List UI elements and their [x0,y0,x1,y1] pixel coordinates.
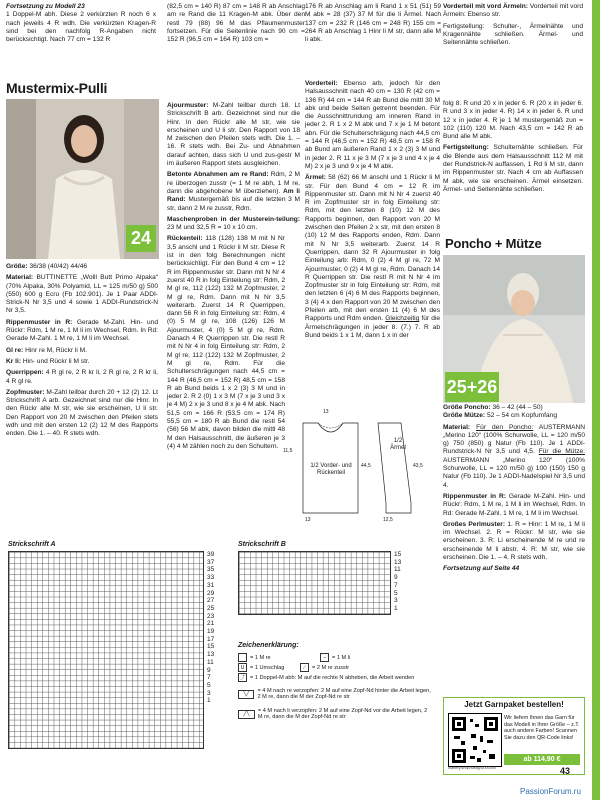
chart-a-row: 13 [207,651,215,659]
model1-querrippen-label: Querrippen: [6,369,44,377]
betonte2-text: Mustergemäß bis auf die letzten 3 M str, dann 2 M re zusstr, Rdm. [167,196,300,212]
model1-instructions [6,263,158,442]
model1-zopf-label: Zopfmuster: [6,388,45,396]
legend-text: = 4 M nach re verzopfen: 2 M auf eine Zopf-Nd hinter die Arbeit legen, 2 M re, dann die M der Zopf-Nd re str [257,688,431,700]
legend-text: = 1 M li [332,654,351,661]
col4-p1: folg 8. R und 20 x in jeder 6. R (20 x in jeder 6. R und 3 x in jeder 4. R) 14 x in jeder 6. R und 12 x in jeder 4. R je 1 M mustergemäß zun = 102 (110) 120 M. Nach 43,5 cm = 142 R ab Bund alle M abk. [443,100,583,141]
schema-length: 44,5 [361,463,371,469]
size-muetze-label: Größe Mütze: [443,412,486,420]
vorder-text: Ebenso arb, jedoch für den Halsausschnitt nach 40 cm = 130 R (42 cm = 136 R) 44 cm = 144 R ab Bund die mittl 30 M abk und beide Seiten getrennt beenden. Für die Ausschnittrundung am inneren Rand in jeder 2. R 1 x 2 M abk und 7 x je 1 M betont abn. Für die Schulterschrägung nach 44,5 cm = 144 R (46,5 cm = 152 R) 48,5 cm = 158 R ab Bund am äußeren Rand 1 x 2 (3) 3 M und in jeder 2. R 11 x je 3 M (7 x je 3 und 4 x je 4 M) 2 x je 3 und 9 x je 4 M abk. [305,80,440,170]
continuation-text: 1 Doppel-M abh. Diese 2 verkürzten R noch 6 x nach jeweils 4 R wdh. Die verkürzten Kragen-R sind bei den nachfolg R-Angaben nicht berücksichtigt. Nach 77 cm = 132 R [6,11,156,44]
chart-b-row: 5 [394,589,398,597]
legend-symbol-cable-left: ╱╲ [238,710,255,719]
ajour-label: Ajourmuster: [167,102,209,109]
page-edge-bar [592,0,600,800]
schema-shoulder: 11,5 [283,448,293,454]
model1-badge: 24 [126,225,156,252]
model1-rippen: Gerade M-Zahl. Hin- und Rückr: Rdm, 1 M re, 1 M li im Wechsel, Rdm. In Rd: Gerade M-Zahl. 1 M re, 1 M li im Wechsel. [6,318,158,343]
legend-text: = 1 Doppel-M abh: M auf die rechte N abheben, die Arbeit wenden [250,674,415,681]
model1-material-label: Material: [6,274,34,282]
schema-sleeve-width: 12,5 [383,517,393,523]
fortsetzung-link[interactable]: Fortsetzung auf Seite 44 [443,565,520,573]
ajour-text: M-Zahl teilbar durch 18. Lt Strickschrift B arb. Gezeichnet sind nur die Hinr. In den Rückr alle M str, wie sie erscheinen und U li str. Den Rapport von 18 M zwischen den Pfeilen stets wdh. Die 1. – 16. R stets wdh. Bei Zu- und Abnahmen darauf achten, dass sich U und zus-gestr M im äußeren Rapport stets ausgleichen. [167,102,300,168]
chart-a-row: 11 [207,658,214,666]
vorder-label: Vorderteil: [305,80,338,87]
model1-glre-label: Gl re: [6,346,24,354]
legend-item [238,688,433,700]
chart-a-row: 9 [207,666,211,674]
legend-symbol-cable-right: ╲╱ [238,690,254,699]
aermel-text: 58 (62) 66 M anschl und 1 Rückr li M str. Für den Bund 4 cm = 12 R im Rippenmuster str. Dann mit N Nr 4 zuerst 40 R im Zopfmuster str in folg Einteilung str: Rdm, mit den letzten 8 (10) 12 M des Rapports beginnen, den Rapport von 20 M zwischen den Pfeilen 2 x str, mit den ersten 8 (10) 12 M des Rapports enden, Rdm. Dann mit N Nr 3,5 weiterarb. Zuerst 14 R Querrippen, dann 32 R Ajourmuster in folg Einteilung arb: Rdm, 0 (2) 4 M gl re, 72 M Ajourmuster, 0 (2) 4 M gl re, Rdm. Danach 14 R Querrippen str. Die restl R mit N Nr 4 im Zopfmuster str in folg Einteilung str: Rdm, mit den letzten 6 (4) 6 M des Rapports beginnen, 3 (4) 4 x den Rapport von 20 M zwischen den Pfeilen arb, mit den ersten 11 (4) 6 M des Rapports und Rdm enden. [305,174,440,323]
gleich-text: für die Ärmelschrägungen in jeder 8. (7.) 7. R ab Bund beids 1 x 1 M, dann 1 x in der [305,315,440,339]
legend-symbol-purl: – [320,653,329,662]
col3-top-text: 176 R ab Anschlag am li Rand 1 x 51 (51) 59 M abk = 28 (37) 37 M für die li Ärmel. Nach 137 cm = 232 R (146 cm = 248 R) 155 cm = 264 R ab Anschlag 1 Hinr li M str, dann alle M li abk. [305,3,441,44]
maschen-text: 23 M und 32,5 R = 10 x 10 cm. [167,224,258,232]
chart-a-row: 17 [207,635,215,643]
model2-material-label: Material: [443,423,471,431]
legend-item [238,708,433,720]
chart-a-row: 37 [207,558,215,566]
legend-symbol-k2tog: ⟋ [300,663,309,672]
col4-instructions [443,100,583,197]
chart-a-row: 35 [207,566,215,574]
maschen-label: Maschenproben in der Musterein-teilung: [167,215,300,223]
chart-a-title: Strickschrift A [8,541,56,548]
chart-b-grid [238,551,391,615]
chart-a-rows [207,551,214,705]
garn-code: craftery.shop/lustig/D000000 [448,766,497,770]
model1-rippen-label: Rippenmuster in R: [6,318,73,326]
model2-rippen-label: Rippenmuster in R: [443,492,506,500]
col2-top-text: (82,5 cm = 140 R) 87 cm = 148 R ab Anschlag am re Rand die 11 Kragen-M abk. Über den restl 79 (88) 96 M das Pflaumenmuster fortsetzen. Für die Seitenlinie nach 90 cm = 152 R (96,5 cm = 164 R) 103 cm = [167,3,305,44]
size-poncho-label: Größe Poncho: [443,404,491,411]
chart-b-row: 15 [394,551,402,558]
garn-box [443,697,585,775]
model1-zopf: M-Zahl teilbar durch 20 + 12 (2) 12. Lt Strickschrift A arb. Gezeichnet sind nur die Hinr. In den Rückr alle M str, wie sie erscheinen, U li str. Den Rapport von 20 M zwischen den Pfeilen stets wdh und mit den ersten 12 (2) 12 M des Rapports enden. Die 1. – 40. R stets wdh. [6,388,158,438]
model1-krli-label: Kr li: [6,357,22,365]
qr-code-svg [449,714,501,766]
chart-b-title: Strickschrift B [238,541,286,548]
legend-item [238,673,433,682]
schema-width-body: 13 [305,517,311,523]
model1-material: BUTTINETTE „Wolll Butt Primo Alpaka“ (70% Alpaka, 30% Polyamid, LL = 125 m/50 g) 500 (550) 600 g Ecru (Fb 102.901). Je 1 Paar ADDI-Strick-N Nr 3,5 und 4 sowie 1 ADDI-Rundstrick-N Nr 3,5. [6,274,158,315]
material-muetze: AUSTERMANN „Merino 120“ (100% Schurwolle, LL = 120 m/50 g) 100 (150) 150 g Natur (Fb 110). Je 1 ADDI-Nadelspiel Nr 3,5 und 4. [443,456,585,489]
size-schema [283,403,438,533]
chart-a-row: 33 [207,574,215,582]
legend-text: = 1 Umschlag [250,664,285,671]
col4-top: Vorderteil mit vord Ärmeln: Vorderteil mit vord Ärmeln: Ebenso str. Fertigstellung: Schulter-, Ärmelnähte und Kragennähte schließen. Ärmel- und Seitennähte schließen. [443,3,583,47]
legend-item [320,653,350,662]
legend-text: = 4 M nach li verzopfen: 2 M auf eine Zopf-Nd vor die Arbeit legen, 2 M re, dann die M der Zopf-Nd re str [257,708,428,720]
chart-a-row: 7 [207,674,211,682]
col2-instructions [167,102,300,454]
col4-top-p1: Vorderteil mit vord Ärmeln: Ebenso str. [443,3,583,19]
legend-title: Zeichenerklärung: [238,642,299,649]
garn-text: Wir liefern Ihnen das Garn für das Modell in Ihrer Größe – z.T. auch andere Farben! Scannen Sie dazu den QR-Code links! [504,715,580,741]
col3-instructions [305,80,440,343]
continuation-block [6,3,156,47]
model1-size: 36/38 (40/42) 44/46 [29,263,88,270]
material-poncho: AUSTERMANN „Merino 120“ (100% Schurwolle, LL = 120 m/50 g) 750 (850) g Natur (Fb 110). Je 1 ADDI-Rundstrick-N Nr 3,5 und 4,5. [443,423,585,456]
legend-text: = 2 M re zusstr [312,664,350,671]
col4-top-p2: Fertigstellung: Schulter-, Ärmelnähte und Kragennähte schließen. Ärmel- und Seitennähte schließen. [443,22,583,47]
chart-a-row: 19 [207,628,215,636]
legend-text: = 1 M re [250,654,271,661]
chart-a-row: 23 [207,612,215,620]
schema-label-body: 1/2 Vorder- und Rückenteil [310,463,352,476]
model1-glre: Hinr re M, Rückr li M. [25,346,87,354]
perl-label: Großes Perlmuster: [443,520,506,528]
model1-size-label: Größe: [6,263,28,270]
material-muetze-label: Für die Mütze: [538,448,585,456]
legend-symbol-knit [238,653,247,662]
garn-price-button[interactable]: ab 114,90 € [504,754,580,765]
chart-a-row: 29 [207,589,215,597]
chart-a-row: 5 [207,681,211,689]
chart-a-row: 15 [207,643,215,651]
gleich-label: Gleichzeitig [385,315,420,323]
ruecken-text: 118 (128) 138 M mit N Nr 3,5 anschl und 1 Rückr li M str. Diese R ist in den folg Berechnungen nicht berücksichtigt. Für den Bund 4 cm = 12 R im Rippenmuster str. Dann mit N Nr 4 zuerst 40 R in folg Einteilung str: Rdm, 2 M gl re, 112 (122) 132 M Zopfmuster, 2 M gl re, Rdm. Dann mit N Nr 3,5 weiterarb. Zuerst 14 R Querrippen, dann 56 R in folg Einteilung str: Rdm, 4 (0) 5 M gl re, 108 (126) 126 M Ajourmuster, 4 (0) 5 M gl re, Rdm. Danach 4 R Querrippen str. Die restl R mit N Nr 4 in folg Einteilung str: Rdm, 2 M gl re, 112 (122) 132 M Zopfmuster, 2 M gl re, Rdm. Für die Schulterschrägungen nach 44,5 cm = 144 R (46,5 cm = 152 R) 48,5 cm = 158 R ab Bund beids 1 x 2 (3) 3 M und in jeder 2. R 2 (0) 1 x 3 M (7 x je 3 und 3 x je 4 M) 2 x je 3 und 8 x je 4 M abk. Nach 51,5 cm = 166 R (53,5 cm = 174 R) 55,5 cm = 180 R ab Bund die restl 54 (56) 56 M abk, davon bilden die mittl 48 M den Halsausschnitt, die äußeren je 3 (4) 4 M zählen noch zu den Schultern. [167,235,286,450]
chart-a-grid [8,551,204,749]
perl-text: 1. R = Hinr: 1 M re, 1 M li im Wechsel. 2. R = Rückr: M str, wie sie erscheinen. 3. R: Li erscheinende M re und re erscheinende M li abstr. 4. R: M str, wie sie erscheinen. Die 1. – 4. R stets wdh. [443,520,586,562]
chart-b-row: 13 [394,558,402,566]
col3-top [305,3,441,47]
chart-b-row: 1 [394,604,398,612]
legend-symbol-double: ⤴ [239,675,245,681]
chart-a-row: 39 [207,551,215,558]
chart-a-row: 31 [207,581,215,589]
chart-b-rows [394,551,401,613]
legend-item [238,653,271,662]
betonte2-label: Am li Rand: [167,187,300,204]
chart-b-row: 7 [394,581,398,589]
size-poncho: 36 – 42 (44 – 50) [492,404,543,411]
page-number: 43 [560,766,571,776]
continuation-heading: Fortsetzung zu Modell 23 [6,3,85,10]
aermel-label: Ärmel: [305,174,326,182]
chart-a-row: 21 [207,620,215,628]
model1-querrippen: 4 R gl re, 2 R kr li, 2 R gl re, 2 R kr li, 4 R gl re. [6,369,158,385]
material-poncho-label: Für den Poncho: [476,423,534,431]
model2-badge: 25+26 [445,372,499,402]
ruecken-label: Rückenteil: [167,235,203,243]
watermark: PassionForum.ru [520,787,581,796]
model1-krli: Hin- und Rückr li M str. [22,357,90,365]
schema-sleeve-length: 43,5 [413,463,423,469]
legend-symbol-yarnover: U [238,663,247,672]
model2-title: Poncho + Mütze [445,236,542,251]
legend-item [238,663,284,672]
schema-neck-width: 13 [323,409,329,415]
schema-label-sleeve: 1/2 Ärmel [390,438,406,451]
model2-rippen: Gerade M-Zahl. Hin- und Rückr: Rdm, 1 M re, 1 M li im Wechsel, Rdm. In Rd: Gerade M-Zahl. 1 M re, 1 M li im Wechsel. [443,492,585,517]
chart-a-row: 1 [207,697,211,705]
chart-a-row: 27 [207,597,215,605]
model2-instructions [443,404,585,577]
qr-code-icon[interactable] [448,713,502,767]
col2-top [167,3,305,47]
chart-a-row: 25 [207,604,215,612]
betonte-text: Rdm, 2 M re überzogen zusstr (= 1 M re abh, 1 M re, dann die abgehobene M überziehen). [167,171,301,195]
col4-fert-label: Fertigstellung: [443,144,489,152]
col4-fert-text: Schulternähte schließen. Für die Blende aus dem Halsausschnitt 112 M mit der Rundstrick-N auffassen, 1 Rd li M str, dann im Rippenmuster str. Nach 4 cm ab Auffassen M abk, wie sie erscheinen. Ärmel einsetzen. Ärmel- und Seitennähte schließen. [443,144,583,193]
size-muetze: 52 – 54 cm Kopfumfang [486,412,557,420]
model1-title: Mustermix-Pulli [6,80,108,96]
betonte-label: Betonte Abnahmen am re Rand: [167,171,269,179]
legend-item [300,663,349,672]
chart-b-row: 3 [394,597,398,605]
chart-b-row: 11 [394,566,401,574]
chart-a-row: 3 [207,689,211,697]
chart-b-row: 9 [394,574,398,582]
garn-title: Jetzt Garnpaket bestellen! [464,700,564,709]
